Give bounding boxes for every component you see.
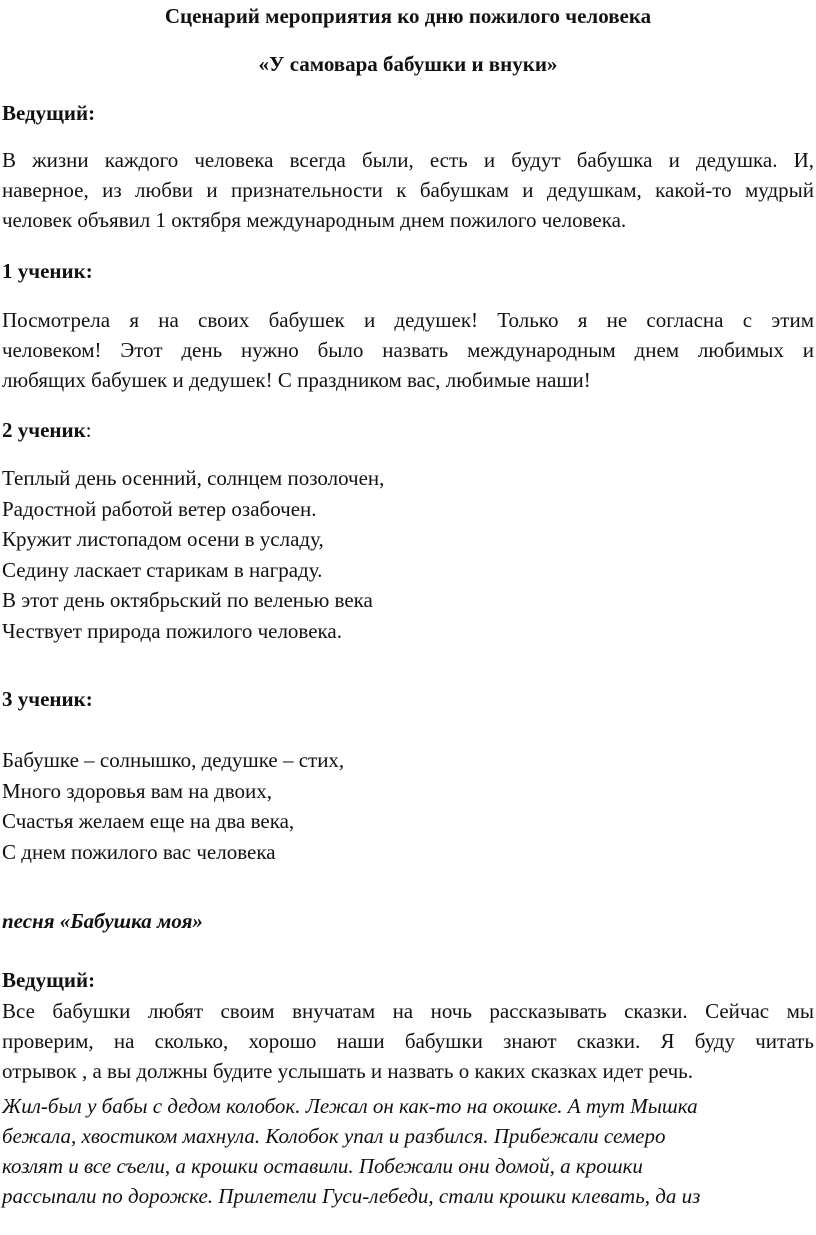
speaker-label: 2 ученик [2, 418, 86, 442]
paragraph-host-intro [2, 145, 814, 235]
speaker-host-2: Ведущий: [2, 968, 96, 992]
verse-line: Счастья желаем еще на два века, [2, 809, 295, 833]
text-line: В жизни каждого человека всегда были, есть и будут бабушка и дедушка. И, [2, 148, 814, 172]
story-line: рассыпали по дорожке. Прилетели Гуси-лебеди, стали крошки клевать, да из [2, 1184, 701, 1208]
verse-line: Теплый день осенний, солнцем позолочен, [2, 466, 385, 490]
verse-line: Много здоровья вам на двоих, [2, 778, 273, 803]
verse-line: Бабушке – солнышко, дедушке – стих, [2, 748, 345, 772]
story-line: бежала, хвостиком махнула. Колобок упал и разбился. Прибежали семеро [2, 1124, 666, 1148]
text-line: отрывок , а вы должны будите услышать и назвать о каких сказках идет речь. [2, 1059, 693, 1083]
text-line: человек объявил 1 октября международным днем пожилого человека. [2, 208, 627, 232]
verse-line: Седину ласкает старикам в награду. [2, 557, 323, 582]
speaker-student-2 [2, 417, 92, 443]
verse-line: В этот день октябрьский по веленью века [2, 588, 373, 612]
text-line: любящих бабушек и дедушек! С праздником вас, любимые наши! [2, 368, 591, 392]
song-label: песня «Бабушка моя» [2, 909, 203, 933]
text-line: человеком! Этот день нужно было назвать международным днем любимых и [2, 338, 814, 362]
paragraph-host-fairytales [2, 996, 814, 1086]
speaker-colon: : [85, 418, 92, 442]
text-line: наверное, из любви и признательности к бабушкам и дедушкам, какой-то мудрый [2, 178, 814, 202]
story-line: козлят и все съели, а крошки оставили. Побежали они домой, а крошки [2, 1154, 643, 1178]
verse-line: Радостной работой ветер озабочен. [2, 496, 317, 521]
speaker-student-3: 3 ученик: [2, 687, 93, 711]
speaker-host: Ведущий: [2, 101, 96, 125]
story-line: Жил-был у бабы с дедом колобок. Лежал он как-то на окошке. А тут Мышка [2, 1094, 698, 1118]
verse-student-3 [2, 745, 344, 867]
document-subtitle: «У самовара бабушки и внуки» [258, 52, 558, 76]
verse-line: Кружит листопадом осени в усладу, [2, 527, 324, 551]
document-title: Сценарий мероприятия ко дню пожилого человека [164, 4, 652, 28]
verse-line: С днем пожилого вас человека [2, 839, 276, 864]
verse-student-2 [2, 463, 384, 646]
text-line: Посмотрела я на своих бабушек и дедушек! Только я не согласна с этим [2, 308, 814, 332]
verse-line: Чествует природа пожилого человека. [2, 618, 342, 643]
paragraph-fairytale-story [2, 1091, 792, 1211]
paragraph-student-1 [2, 305, 814, 395]
text-line: Все бабушки любят своим внучатам на ночь рассказывать сказки. Сейчас мы [2, 999, 814, 1023]
speaker-student-1: 1 ученик: [2, 259, 93, 283]
text-line: проверим, на сколько, хорошо наши бабушки знают сказки. Я буду читать [2, 1029, 814, 1053]
